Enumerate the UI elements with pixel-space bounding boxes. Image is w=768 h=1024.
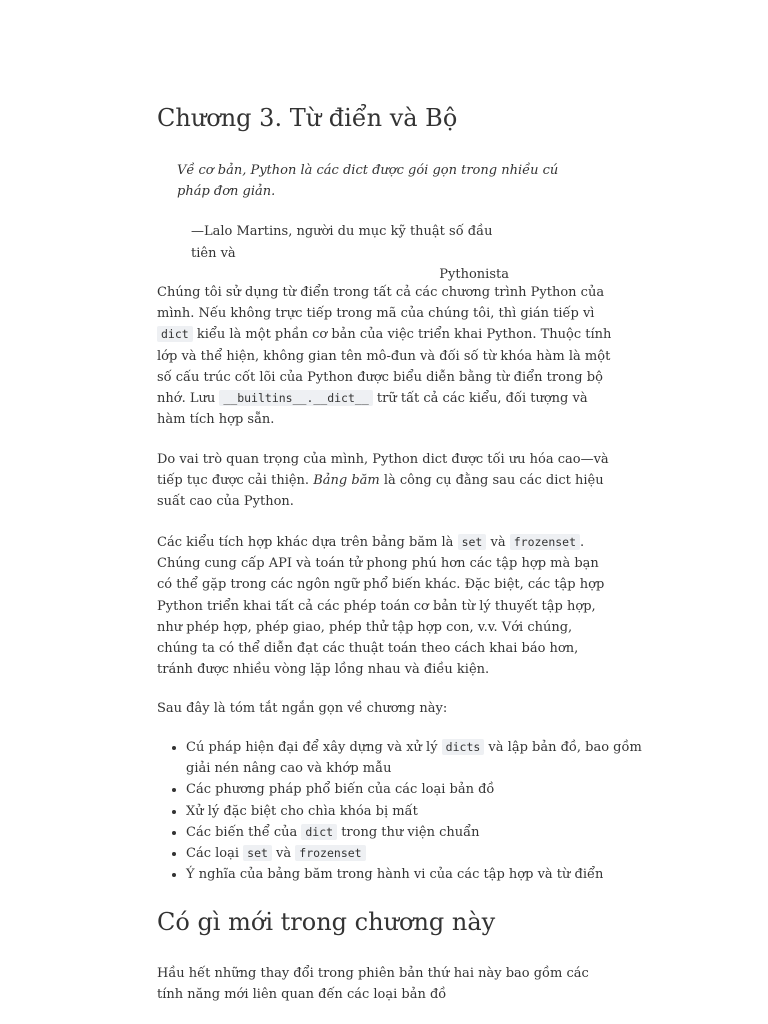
paragraph-text: Do vai trò quan trọng của mình, Python dict được tối ưu hóa cao—và tiếp tục được cải thiện. — [157, 452, 609, 489]
list-item: • Xử lý đặc biệt cho chìa khóa bị mất — [186, 801, 642, 822]
attribution-line-2: Pythonista — [439, 267, 509, 282]
epigraph-attribution — [191, 221, 509, 286]
inline-code: dicts — [442, 739, 485, 755]
emphasis-text: Bảng băm — [313, 473, 380, 489]
paragraph-text: trữ tất cả các kiểu, đối tượng và hàm tích hợp sẵn. — [157, 391, 588, 428]
inline-code: frozenset — [295, 845, 365, 861]
paragraph-summary-intro: Sau đây là tóm tắt ngắn gọn về chương này: — [157, 701, 448, 716]
inline-code: set — [458, 534, 487, 550]
inline-code: dict — [301, 824, 337, 840]
inline-code: dict — [157, 326, 193, 342]
list-text: Các biến thể của — [186, 824, 302, 840]
paragraph-sets — [157, 532, 613, 680]
paragraph-text: là công cụ đằng sau các dict hiệu suất cao của Python. — [157, 473, 604, 510]
summary-list — [157, 737, 642, 885]
list-text: trong thư viện chuẩn — [337, 824, 480, 840]
paragraph-text: . Chúng cung cấp API và toán tử phong phú hơn các tập hợp mà bạn có thể gặp trong các ngôn ngữ phổ biến khác. Đặc biệt, các tập hợp Python triển khai tất cả các phép toán cơ bản từ lý thuyết tập hợp, như phép hợp, phép giao, phép thử tập hợp con, v.v. Với chúng, chúng ta có thể diễn đạt các thuật toán theo cách khai báo hơn, tránh được nhiều vòng lặp lồng nhau và điều kiện. — [157, 535, 605, 678]
paragraph-hash-tables — [157, 449, 613, 513]
list-text: Các loại — [186, 846, 244, 862]
list-item: • Các phương pháp phổ biến của các loại bản đồ — [186, 779, 642, 800]
chapter-title: Chương 3. Từ điển và Bộ — [157, 104, 458, 132]
paragraph-intro — [157, 282, 613, 430]
attribution-line-1: —Lalo Martins, người du mục kỹ thuật số đầu tiên và — [191, 224, 493, 261]
list-text: và lập bản đồ, bao gồm giải nén nâng cao và khớp mẫu — [186, 740, 642, 777]
list-item — [186, 843, 642, 864]
inline-code: set — [243, 845, 272, 861]
section-title: Có gì mới trong chương này — [157, 908, 496, 936]
list-text: và — [271, 846, 296, 862]
paragraph-text: và — [486, 535, 510, 550]
inline-code: frozenset — [510, 534, 580, 550]
paragraph-text: kiểu là một phần cơ bản của việc triển khai Python. Thuộc tính lớp và thể hiện, không gian tên mô-đun và đối số từ khóa hàm là một số cấu trúc cốt lõi của Python được biểu diễn bằng từ điển trong bộ nhớ. Lưu — [157, 327, 612, 407]
paragraph-whats-new: Hầu hết những thay đổi trong phiên bản thứ hai này bao gồm các tính năng mới liên quan đến các loại bản đồ — [157, 966, 589, 1003]
epigraph-quote: Về cơ bản, Python là các dict được gói gọn trong nhiều cú pháp đơn giản. — [177, 163, 559, 199]
list-item — [186, 822, 642, 843]
paragraph-text: Chúng tôi sử dụng từ điển trong tất cả các chương trình Python của mình. Nếu không trực tiếp trong mã của chúng tôi, thì gián tiếp vì — [157, 285, 605, 322]
list-item — [186, 737, 642, 779]
list-item: • Ý nghĩa của bảng băm trong hành vi của các tập hợp và từ điển — [186, 864, 642, 885]
paragraph-text: Các kiểu tích hợp khác dựa trên bảng băm là — [157, 535, 458, 550]
list-text: Cú pháp hiện đại để xây dựng và xử lý — [186, 740, 442, 755]
inline-code: __builtins__.__dict__ — [219, 390, 372, 406]
